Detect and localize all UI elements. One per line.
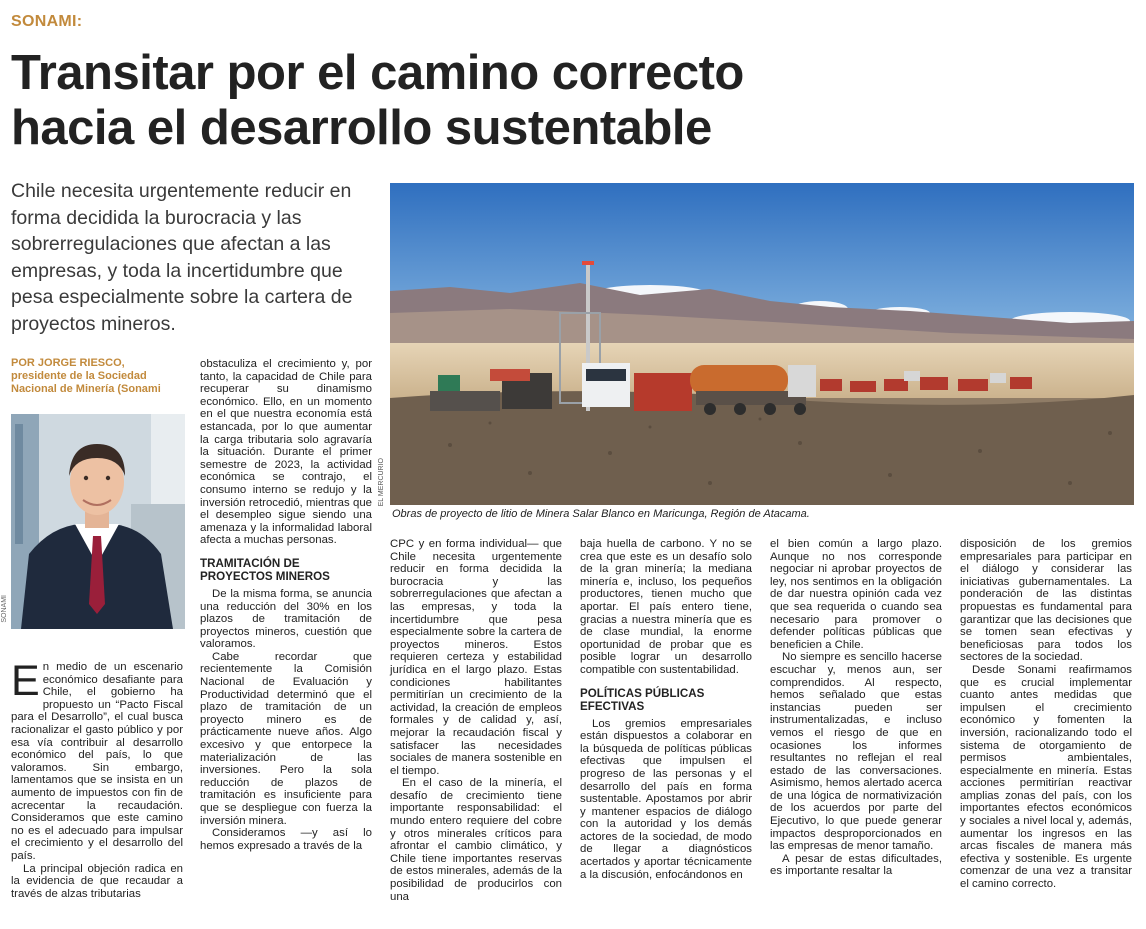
article-column-5 <box>770 538 942 878</box>
portrait-credit: SONAMI <box>1 595 8 623</box>
paragraph: No siempre es sencillo hacerse escuchar y, menos aun, ser comprendidos. Al respecto, hemos señalado que estas instancias pueden ser instrumentalizadas, e incluso vemos el riesgo de que en ocasiones los informes resultantes no reflejan el real estado de las conversaciones. Asimismo, hemos alertado acerca de una lógica de normativización de los acuerdos por parte del Ejecutivo, lo que puede generar impactos desproporcionados en las empresas de menor tamaño. <box>770 651 942 853</box>
mining-site-photo <box>390 183 1134 505</box>
paragraph: Desde Sonami reafirmamos que es crucial implementar cuanto antes medidas que impulsen el crecimiento económico y fomenten la inversión, racionalizando todo el sistema de otorgamiento de permisos ambientales, especialmente en minería. Estas acciones permitirían reactivar amplias zonas del país, con los importantes efectos económicos y sociales a nivel local y, además, aumentar los ingresos en las arcas fiscales de manera más efectiva y sostenible. Es urgente comenzar de una vez a transitar el camino correcto. <box>960 663 1132 891</box>
photo-caption: Obras de proyecto de litio de Minera Salar Blanco en Maricunga, Región de Atacama. <box>392 508 810 520</box>
section-tag: SONAMI: <box>11 13 83 30</box>
paragraph: De la misma forma, se anuncia una reducción del 30% en los plazos de tramitación de proyectos mineros, cuestión que valoramos. <box>200 587 372 651</box>
paragraph: obstaculiza el crecimiento y, por tanto, la capacidad de Chile para recuperar su dinamismo económico. Ello, en un momento en el que nuestra economía está estancada, por lo que aumentar la carga tributaria solo agravaría la situación. Durante el primer semestre de 2023, la actividad económica se contrajo, el consumo interno se redujo y la inversión retrocedió, mientras que el desempleo sigue siendo una amenaza y la informalidad laboral afecta a muchas personas. <box>200 358 372 547</box>
paragraph: Los gremios empresariales están dispuestos a colaborar en la búsqueda de políticas públicas efectivas que impulsen el progreso de las personas y el desarrollo del país en forma sustentable. Apostamos por abrir y mantener espacios de diálogo con la autoridad y los demás actores de la sociedad, de modo de llegar a diagnósticos acertados y aportar técnicamente a la discusión, enfocándonos en <box>580 717 752 881</box>
article-column-6 <box>960 538 1132 891</box>
paragraph: Consideramos —y así lo hemos expresado a través de la <box>200 827 372 852</box>
headline-line-1: Transitar por el camino correcto <box>11 46 744 100</box>
paragraph: A pesar de estas dificultades, es importante resaltar la <box>770 852 942 878</box>
paragraph: CPC y en forma individual— que Chile necesita urgentemente reducir en forma decidida la burocracia y las sobrerregulaciones que afectan a las empresas, y toda la incertidumbre que pesa especialmente sobre la cartera de proyectos mineros. Estos requieren certeza y estabilidad jurídica en el largo plazo. Estas condiciones habilitantes permitirían un crecimiento de la actividad, la creación de empleos formales y de calidad y, así, mejorar la recaudación fiscal y satisfacer las necesidades sociales de manera sostenible en el tiempo. <box>390 538 562 777</box>
photo-credit: EL MERCURIO <box>378 458 385 507</box>
paragraph: En el caso de la minería, el desafío de crecimiento tiene importante responsabilidad: el mundo entero requiere del cobre y otros minerales críticos para afrontar el cambio climático, y Chile tiene importantes reservas de estos minerales, además de la posibilidad de producirlos con una <box>390 777 562 903</box>
paragraph: baja huella de carbono. Y no se crea que este es un desafío solo de la gran minería; la mediana minería e, incluso, los pequeños productores, tienen mucho que aportar. El país entero tiene, gracias a nuestra minería que es de clase mundial, la enorme oportunidad de probar que es posible lograr un desarrollo compatible con sustentabilidad. <box>580 538 752 676</box>
subheading-politicas: POLÍTICAS PÚBLICAS EFECTIVAS <box>580 686 705 713</box>
article-column-2 <box>200 358 372 852</box>
drop-cap: E <box>11 657 40 705</box>
article-column-4 <box>580 538 752 881</box>
paragraph: disposición de los gremios empresariales para participar en el diálogo y considerar las iniciativas gubernamentales. La ponderación de las distintas propuestas es fundamental para garantizar que las decisiones que se tomen sean efectivas y beneficiosas para todos los sectores de la sociedad. <box>960 538 1132 664</box>
paragraph: Cabe recordar que recientemente la Comisión Nacional de Evaluación y Productividad determinó que el plazo de tramitación de un proyecto minero es de prácticamente nueve años. Algo excesivo y que entorpece la materialización de las inversiones. Pero la sola reducción de plazos de tramitación es insuficiente para que se despliegue con fuerza la inversión minera. <box>200 650 372 827</box>
byline <box>11 357 191 396</box>
paragraph: el bien común a largo plazo. Aunque no nos corresponde negociar ni aprobar proyectos de ley, nos sentimos en la obligación de dar nuestra opinión cada vez que sea requerida o cuando sea necesario para promover o defender políticas públicas que beneficien a Chile. <box>770 538 942 651</box>
headline <box>11 46 771 156</box>
paragraph-text: n medio de un escenario económico desafiante para Chile, el gobierno ha propuesto un “Pacto Fiscal para el Desarrollo”, el cual busca racionalizar el gasto público y por esa vía contribuir al desarrollo económico del país, lo que valoramos. Sin embargo, lamentamos que se insista en un aumento de impuestos con fin de acrecentar la recaudación. Consideramos que este camino no es el adecuado para impulsar el crecimiento y el desarrollo del país. <box>11 661 183 862</box>
lead-paragraph: Chile necesita urgentemente reducir en forma decidida la burocracia y las sobrerregulaciones que afectan a las empresas, y toda la incertidumbre que pesa especialmente sobre la cartera de proyectos mineros. <box>11 180 353 335</box>
paragraph <box>11 657 183 863</box>
headline-line-2: hacia el desarrollo sustentable <box>11 101 712 155</box>
article-column-3 <box>390 538 562 903</box>
article-column-1 <box>11 657 183 900</box>
paragraph: La principal objeción radica en la evidencia de que recaudar a través de alzas tributarias <box>11 862 183 900</box>
byline-role: presidente de la Sociedad Nacional de Minería (Sonami <box>11 370 161 395</box>
subheading-tramitacion: TRAMITACIÓN DE PROYECTOS MINEROS <box>200 556 330 583</box>
author-portrait <box>11 414 185 629</box>
byline-author: POR JORGE RIESCO, <box>11 357 125 369</box>
